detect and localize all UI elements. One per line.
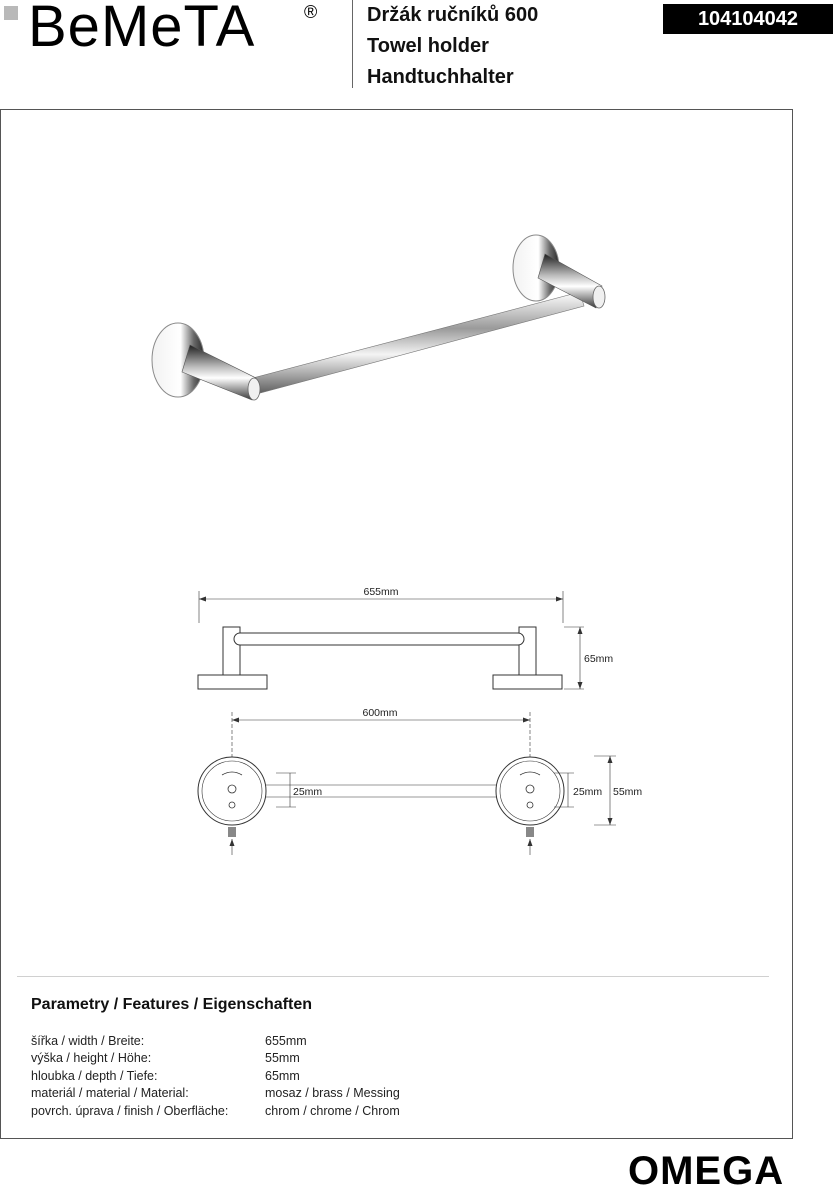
left-base xyxy=(198,675,267,689)
product-photo xyxy=(140,220,620,420)
section-divider xyxy=(17,976,769,977)
product-titles xyxy=(367,0,538,93)
dim-overall-width: 655mm xyxy=(363,586,399,598)
feature-label: hloubka / depth / Tiefe: xyxy=(31,1068,158,1083)
title-english: Towel holder xyxy=(367,35,489,57)
feature-label: materiál / material / Material: xyxy=(31,1086,189,1101)
header-divider xyxy=(352,0,353,88)
feature-value: 55mm xyxy=(265,1051,300,1066)
feature-value: mosaz / brass / Messing xyxy=(265,1086,400,1101)
right-plate-front xyxy=(496,757,564,825)
features-title: Parametry / Features / Eigenschaften xyxy=(31,996,312,1013)
dim-height: 55mm xyxy=(613,786,643,798)
product-code-badge: 104104042 xyxy=(663,4,833,34)
feature-label: šířka / width / Breite: xyxy=(31,1034,145,1048)
series-name: OMEGA xyxy=(628,1149,785,1193)
left-post xyxy=(182,345,256,400)
towel-bar xyxy=(245,292,584,396)
feature-label: výška / height / Höhe: xyxy=(31,1051,152,1066)
left-plate-front xyxy=(198,757,266,825)
feature-value: 655mm xyxy=(265,1034,307,1048)
right-base xyxy=(493,675,562,689)
technical-drawing xyxy=(180,575,660,865)
dim-bar-right: 25mm xyxy=(573,786,603,798)
logo-mark xyxy=(4,6,18,20)
bar-elevation xyxy=(234,633,524,645)
title-czech: Držák ručníků 600 xyxy=(367,4,539,26)
brand-logo: BeMeTA xyxy=(28,0,256,59)
dim-depth: 65mm xyxy=(584,653,614,665)
registered-mark: ® xyxy=(304,2,318,22)
feature-value: chrom / chrome / Chrom xyxy=(265,1103,400,1118)
feature-value: 65mm xyxy=(265,1068,300,1083)
dim-center-spacing: 600mm xyxy=(362,707,398,719)
title-german: Handtuchhalter xyxy=(367,66,514,88)
feature-label: povrch. úprava / finish / Oberfläche: xyxy=(31,1103,229,1118)
dim-bar-left: 25mm xyxy=(293,786,323,798)
